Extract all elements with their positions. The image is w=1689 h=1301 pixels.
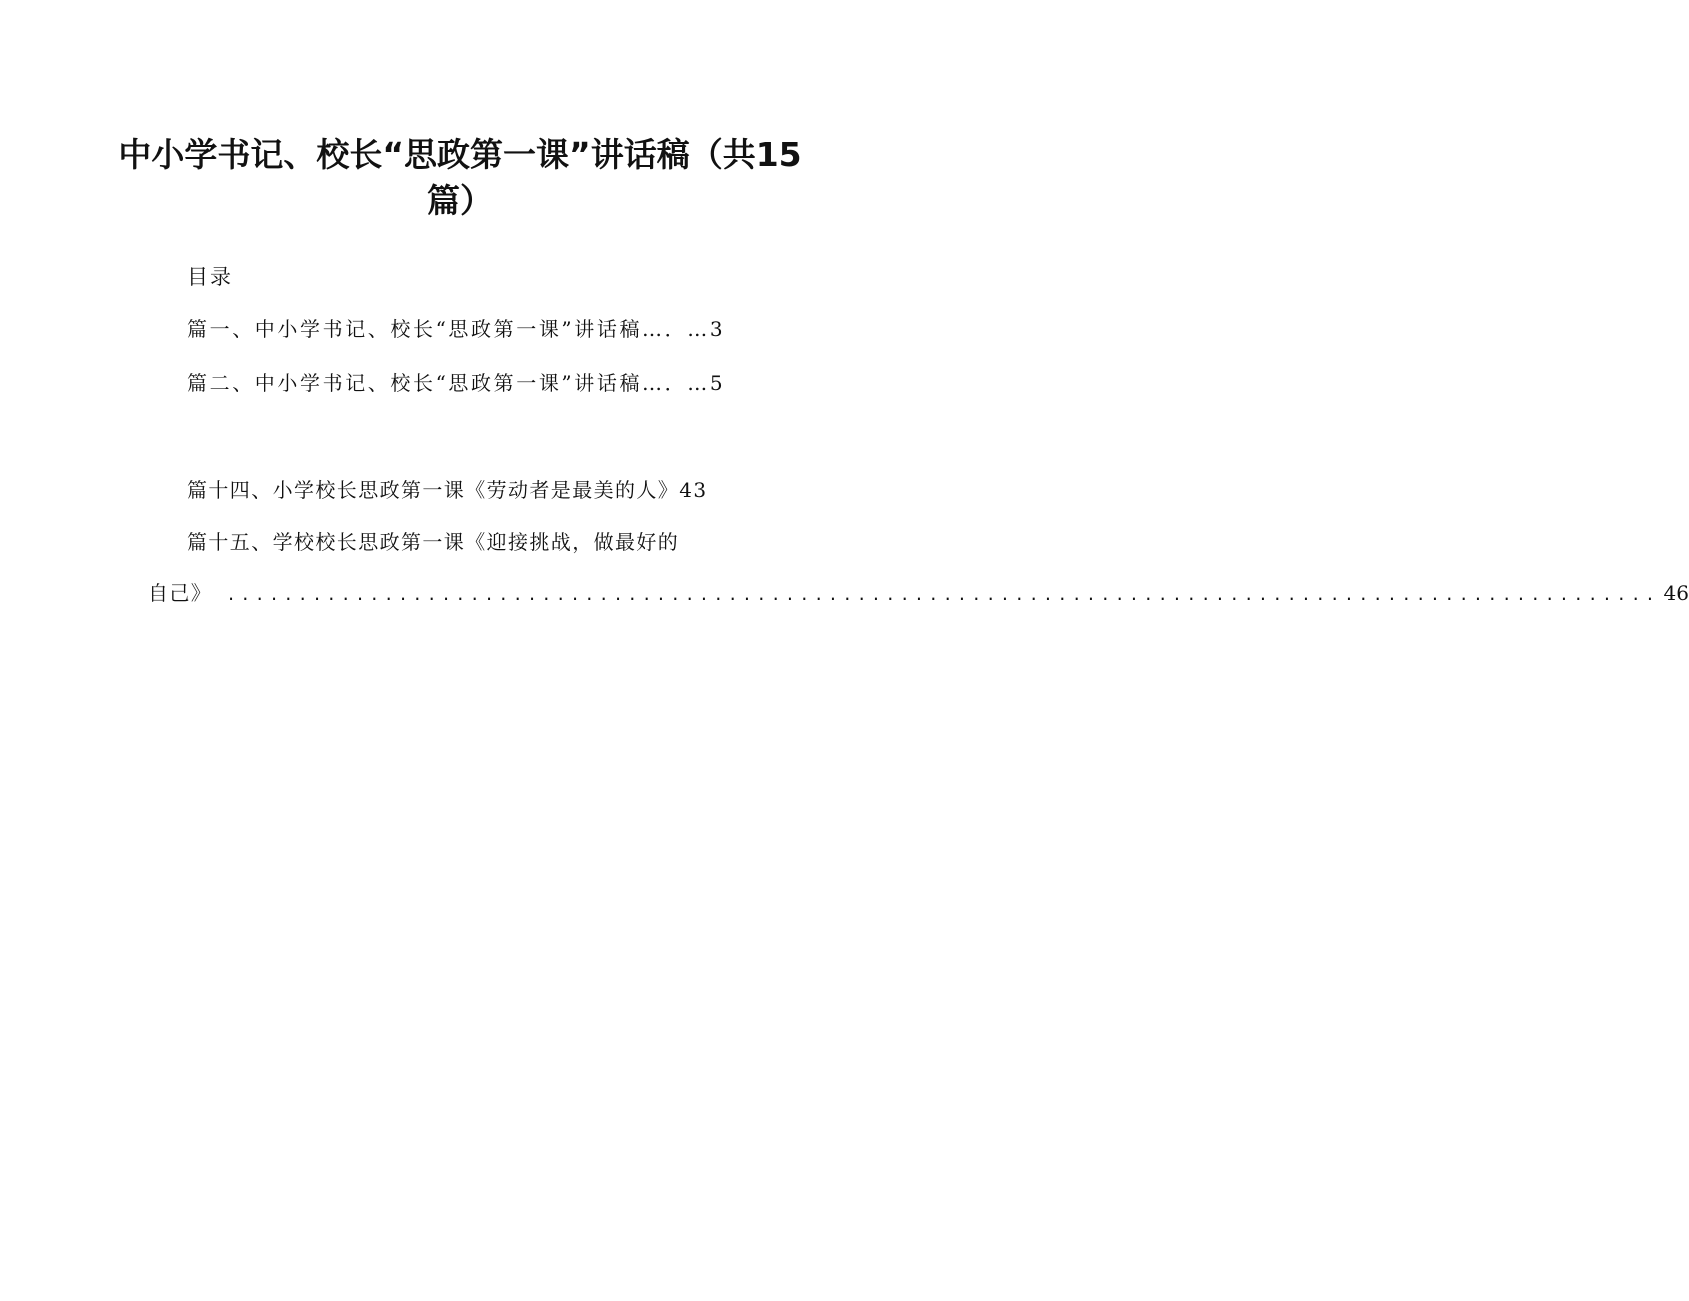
toc-entry-14[interactable]: 篇十四、小学校长思政第一课《劳动者是最美的人》43 bbox=[187, 478, 708, 502]
toc-page-number: 46 bbox=[1663, 581, 1689, 605]
document-title bbox=[0, 132, 920, 224]
toc-entry-15[interactable]: 篇十五、学校校长思政第一课《迎接挑战，做最好的 bbox=[187, 530, 680, 554]
toc-entry-2[interactable]: 篇二、中小学书记、校长“思政第一课”讲话稿…．…5 bbox=[187, 371, 726, 395]
toc-heading: 目录 bbox=[187, 265, 233, 289]
toc-dot-leader: .................................................................................................... bbox=[226, 585, 1660, 604]
toc-entry-1[interactable]: 篇一、中小学书记、校长“思政第一课”讲话稿…．…3 bbox=[187, 317, 726, 341]
toc-entry-15-title-end: 自己》 bbox=[148, 581, 213, 605]
toc-entry-15-continued[interactable] bbox=[148, 578, 1689, 610]
title-line-2: 篇） bbox=[427, 181, 493, 220]
title-line-1: 中小学书记、校长“思政第一课”讲话稿（共15 bbox=[118, 135, 802, 174]
